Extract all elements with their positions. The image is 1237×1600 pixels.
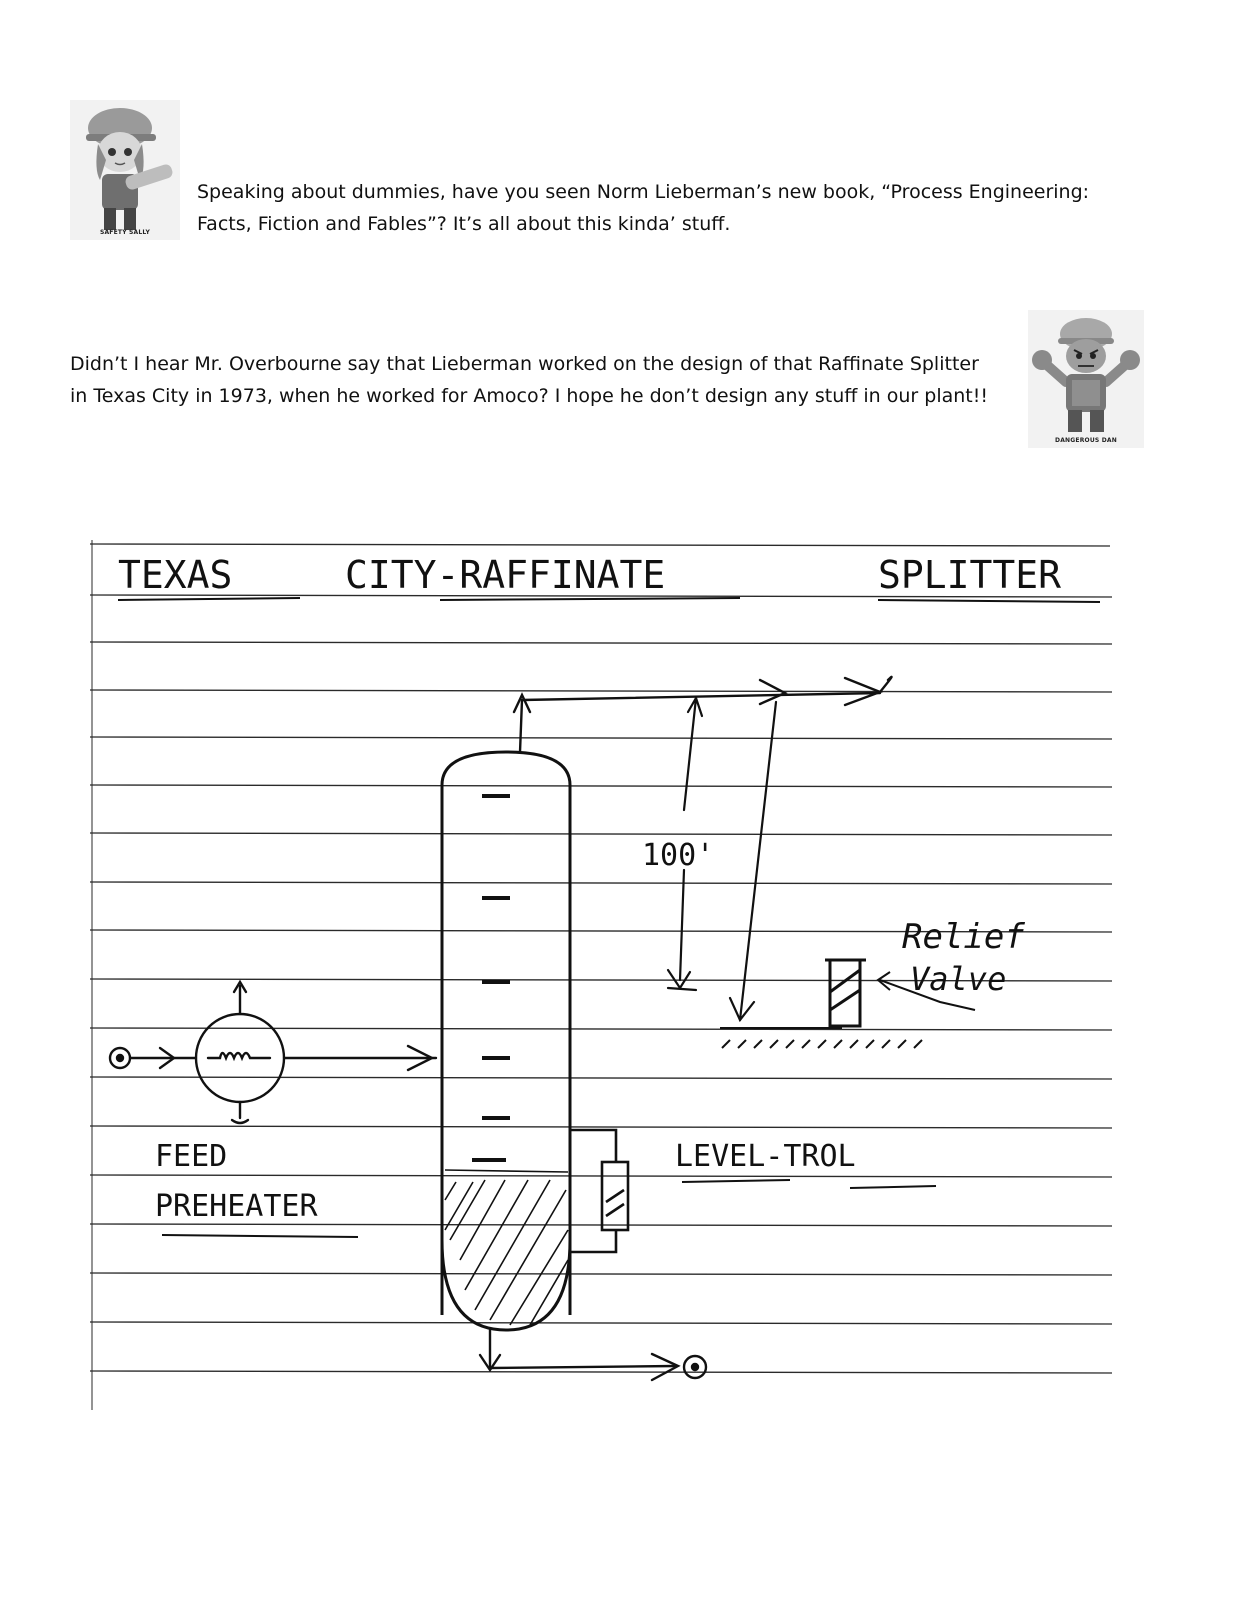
- female-safety-engineer-icon: [70, 100, 180, 240]
- grade-line: [720, 1028, 922, 1048]
- overhead-line: [514, 677, 892, 752]
- level-controller: [570, 1130, 628, 1252]
- title-texas: TEXAS: [118, 553, 233, 597]
- relief-label-2: Valve: [910, 960, 1007, 998]
- feed-label-2: PREHEATER: [155, 1189, 318, 1224]
- dan-line-1: Didn’t I hear Mr. Overbourne say that Lieberman worked on the design of that Raffinate Splitter: [70, 353, 979, 375]
- title-city-raffinate: CITY-RAFFINATE: [345, 553, 666, 597]
- dangerous-dan-avatar: [1028, 310, 1144, 448]
- feed-preheater: [110, 982, 436, 1123]
- splitter-column: [442, 752, 570, 1330]
- dan-speech: [70, 348, 988, 412]
- height-label: 100': [642, 838, 715, 873]
- dan-line-2: in Texas City in 1973, when he worked for Amoco? I hope he don’t design any stuff in our plant!!: [70, 385, 988, 407]
- dan-caption: DANGEROUS DAN: [1055, 437, 1117, 444]
- hand-drawn-sketch: [90, 540, 1125, 1415]
- title-splitter: SPLITTER: [878, 553, 1062, 597]
- sally-speech: [197, 176, 1089, 240]
- level-label: LEVEL-TROL: [675, 1139, 856, 1174]
- angry-worker-icon: [1028, 310, 1144, 448]
- safety-sally-avatar: [70, 100, 180, 240]
- sally-line-1: Speaking about dummies, have you seen Norm Lieberman’s new book, “Process Engineering:: [197, 181, 1090, 203]
- sally-caption: SAFETY SALLY: [99, 229, 151, 236]
- raffinate-splitter-diagram: [90, 540, 1125, 1415]
- column-trays: [472, 796, 510, 1160]
- liquid-level: [445, 1170, 568, 1325]
- relief-label-1: Relief: [902, 917, 1025, 957]
- sketch-title: [118, 553, 1100, 602]
- sally-line-2: Facts, Fiction and Fables”? It’s all about this kinda’ stuff.: [197, 213, 731, 235]
- feed-label-1: FEED: [155, 1139, 228, 1174]
